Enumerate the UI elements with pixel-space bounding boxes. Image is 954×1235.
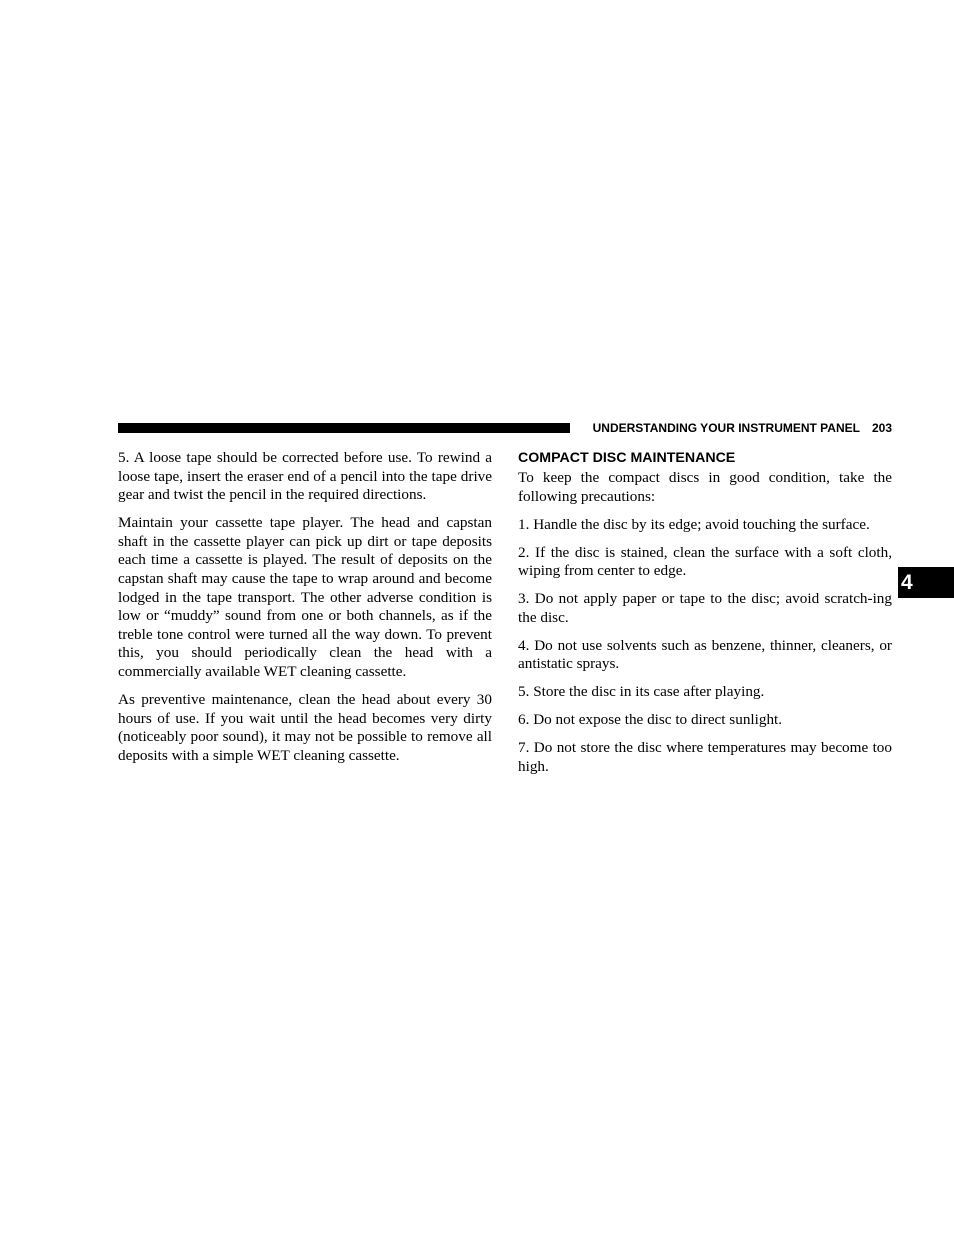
running-header bbox=[580, 420, 892, 436]
chapter-tab: 4 bbox=[898, 567, 954, 598]
right-column bbox=[518, 449, 892, 786]
intro-paragraph: To keep the compact discs in good condition, take the following precautions: bbox=[518, 469, 892, 505]
list-item: 5. Store the disc in its case after playing. bbox=[518, 683, 765, 701]
list-item: 6. Do not expose the disc to direct sunlight. bbox=[518, 711, 783, 729]
section-title: UNDERSTANDING YOUR INSTRUMENT PANEL bbox=[592, 421, 860, 435]
section-heading: COMPACT DISC MAINTENANCE bbox=[518, 450, 736, 466]
paragraph-loose-tape: 5. A loose tape should be corrected before use. To rewind a loose tape, insert the eraser end of a pencil into the tape drive gear and twist the pencil in the required directions. bbox=[118, 449, 492, 504]
list-item: 3. Do not apply paper or tape to the disc; avoid scratch-ing the disc. bbox=[518, 590, 892, 626]
list-item: 7. Do not store the disc where temperatures may become too high. bbox=[518, 739, 892, 775]
paragraph-preventive-maintenance: As preventive maintenance, clean the head about every 30 hours of use. If you wait until the head becomes very dirty (noticeably poor sound), it may not be possible to remove all deposits with a simple WET cleaning cassette. bbox=[118, 690, 492, 764]
list-item: 4. Do not use solvents such as benzene, thinner, cleaners, or antistatic sprays. bbox=[518, 636, 892, 673]
page-number: 203 bbox=[871, 421, 892, 435]
list-item: 1. Handle the disc by its edge; avoid touching the surface. bbox=[518, 515, 870, 533]
header-rule bbox=[118, 423, 570, 433]
left-column bbox=[118, 449, 492, 775]
paragraph-maintain-player: Maintain your cassette tape player. The head and capstan shaft in the cassette player can pick up dirt or tape deposits each time a cassette is played. The result of deposits on the capstan shaft may cause the tape to wrap around and become lodged in the tape transport. The other adverse condition is low or “muddy” sound from one or both channels, as if the treble tone control were turned all the way down. To prevent this, you should periodically clean the head with a commercially available WET cleaning cassette. bbox=[118, 514, 492, 680]
list-item: 2. If the disc is stained, clean the surface with a soft cloth, wiping from center to edge. bbox=[518, 543, 892, 580]
